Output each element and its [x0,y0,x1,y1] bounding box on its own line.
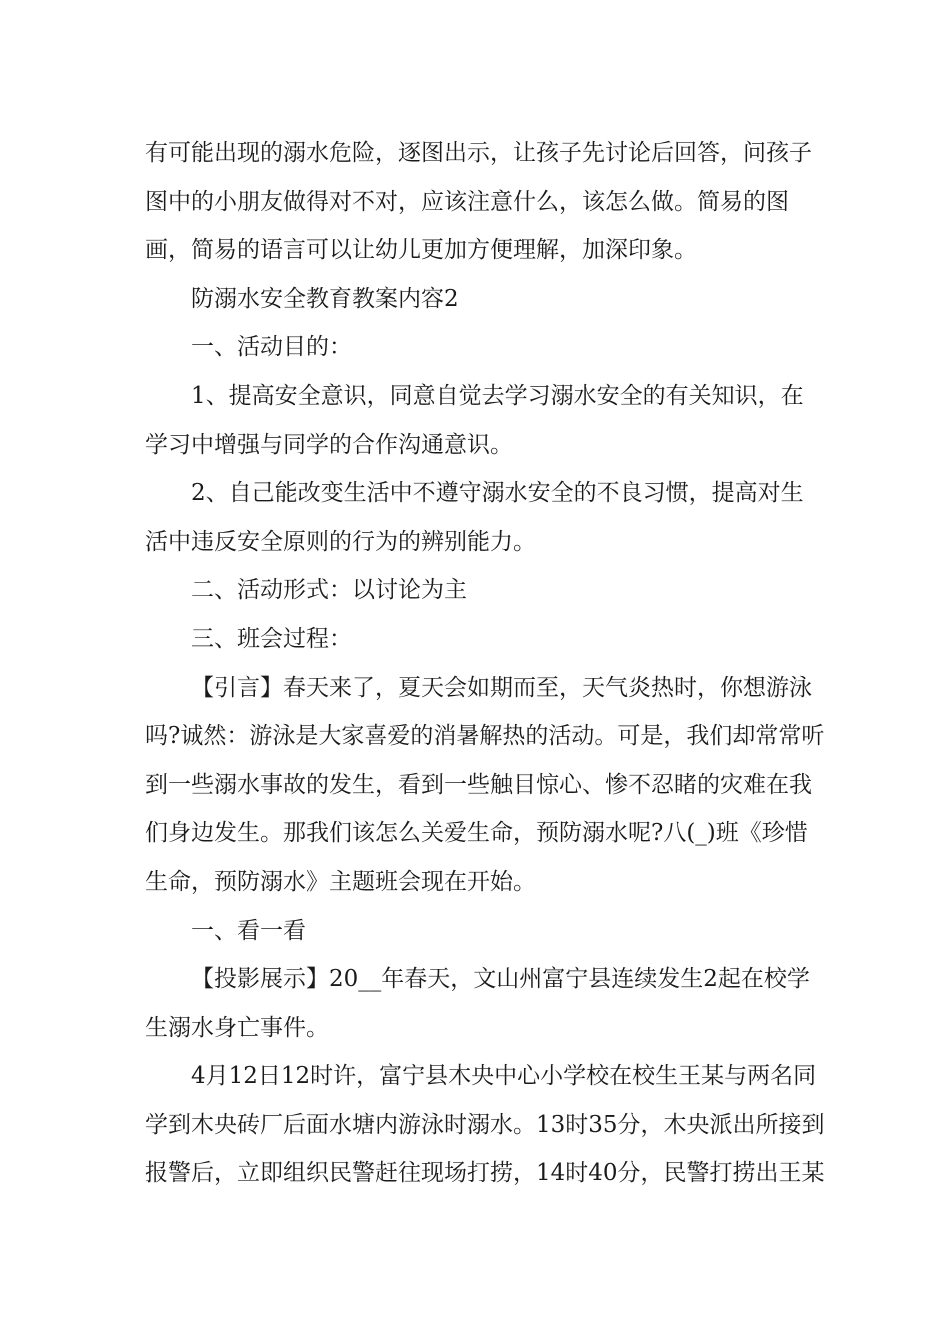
introduction-paragraph: 【引言】春天来了，夏天会如期而至，天气炎热时，你想游泳吗?诚然：游泳是大家喜爱的消暑解热的活动。可是，我们却常常听到一些溺水事故的发生，看到一些触目惊心、惨不忍睹的灾难在我们身边发生。那我们该怎么关爱生命，预防溺水呢?八(_)班《珍惜生命，预防溺水》主题班会现在开始。 [145,674,825,895]
heading-meeting-process: 三、班会过程： [191,625,352,652]
projection-paragraph: 【投影展示】20__年春天，文山州富宁县连续发生2起在校学生溺水身亡事件。 [145,966,810,1041]
heading-activity-form: 二、活动形式：以讨论为主 [191,577,467,604]
goal-item-1: 1、提高安全意识，同意自觉去学习溺水安全的有关知识，在学习中增强与同学的合作沟通意识。 [145,382,804,458]
heading-look: 一、看一看 [191,917,306,944]
heading-activity-goal: 一、活动目的： [191,334,352,361]
document-body [145,129,825,1198]
paragraph-1: 有可能出现的溺水危险，逐图出示，让孩子先讨论后回答，问孩子图中的小朋友做得对不对，应该注意什么，该怎么做。简易的图画，简易的语言可以让幼儿更加方便理解，加深印象。 [145,140,812,264]
goal-item-2: 2、自己能改变生活中不遵守溺水安全的不良习惯，提高对生活中违反安全原则的行为的辨别能力。 [145,480,804,555]
incident-paragraph: 4月12日12时许，富宁县木央中心小学校在校生王某与两名同学到木央砖厂后面水塘内游泳时溺水。13时35分，木央派出所接到报警后，立即组织民警赶往现场打捞，14时40分，民警打捞出王某 [145,1063,825,1187]
section-title: 防溺水安全教育教案内容2 [191,285,459,312]
